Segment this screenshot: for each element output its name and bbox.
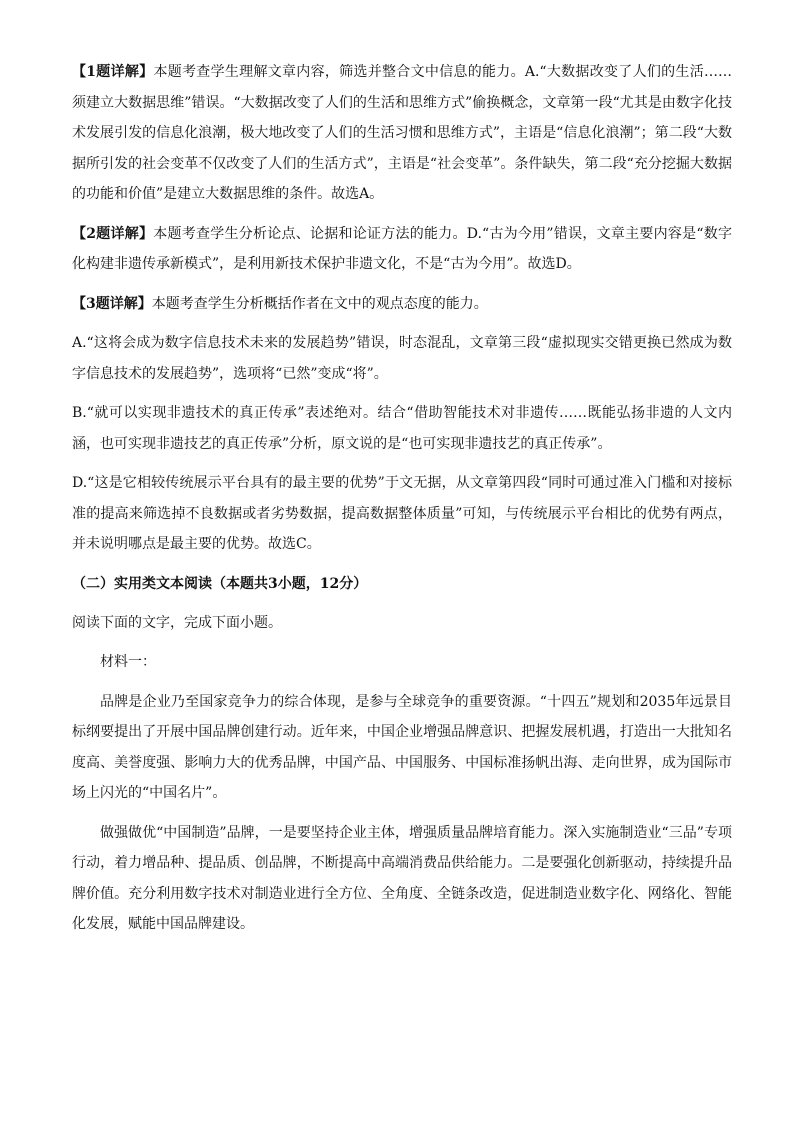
q2-text: 本题考查学生分析论点、论据和论证方法的能力。D.“古为今用”错误，文章主要内容是“数字化构建非遗传承新模式”，是利用新技术保护非遗文化，不是“古为今用”。故选D。 — [72, 225, 732, 272]
q3-tag: 【3题详解】 — [72, 295, 152, 312]
option-a-analysis: A.“这将会成为数字信息技术未来的发展趋势”错误，时态混乱，文章第三段“虚拟现实交错更换已然成为数字信息技术的发展趋势”，选项将“已然”变成“将”。 — [72, 335, 732, 382]
q1-tag: 【1题详解】 — [72, 64, 154, 80]
option-d-analysis: D.“这是它相较传统展示平台具有的最主要的优势”于文无据，从文章第四段“同时可通过准入门槛和对接标准的提高来筛选掉不良数据或者劣势数据，提高数据整体质量”可知，与传统展示平台相比的优势有两点，并未说明哪点是最主要的优势。故选C。 — [72, 475, 732, 552]
q2-explanation — [72, 219, 732, 280]
material-label: 材料一： — [100, 654, 156, 670]
q1-text: 本题考查学生理解文章内容，筛选并整合文中信息的能力。A.“大数据改变了人们的生活……须建立大数据思维”错误。“大数据改变了人们的生活和思维方式”偷换概念，文章第一段“尤其是由数字化技术发展引发的信息化浪潮，极大地改变了人们的生活习惯和思维方式”，主语是“信息化浪潮”；第二段“大数据所引发的社会变革不仅改变了人们的生活方式”，主语是“社会变革”。条件缺失，第二段“充分挖掘大数据的功能和价值”是建立大数据思维的条件。故选A。 — [72, 64, 732, 202]
material-paragraph-1: 品牌是企业乃至国家竞争力的综合体现，是参与全球竞争的重要资源。“十四五”规划和2035年远景目标纲要提出了开展中国品牌创建行动。近年来，中国企业增强品牌意识、把握发展机遇，打造出一大批知名度高、美誉度强、影响力大的优秀品牌，中国产品、中国服务、中国标准扬帆出海、走向世界，成为国际市场上闪光的“中国名片”。 — [72, 693, 732, 801]
instruction: 阅读下面的文字，完成下面小题。 — [72, 614, 282, 631]
option-b-analysis: B.“就可以实现非遗技术的真正传承”表述绝对。结合“借助智能技术对非遗传……既能弘扬非遗的人文内涵，也可实现非遗技艺的真正传承”分析，原文说的是“也可实现非遗技艺的真正传承”。 — [72, 405, 732, 452]
material-paragraph-2: 做强做优“中国制造”品牌，一是要坚持企业主体，增强质量品牌培育能力。深入实施制造业“三品”专项行动，着力增品种、提品质、创品牌，不断提高中高端消费品供给能力。二是要强化创新驱动，持续提升品牌价值。充分利用数字技术对制造业进行全方位、全角度、全链条改造，促进制造业数字化、网络化、智能化发展，赋能中国品牌建设。 — [72, 824, 732, 932]
q1-explanation — [72, 57, 732, 210]
q2-tag: 【2题详解】 — [72, 225, 154, 242]
section-heading: （二）实用类文本阅读（本题共3小题，12分） — [72, 575, 368, 592]
q3-explanation — [72, 289, 732, 320]
q3-text: 本题考查学生分析概括作者在文中的观点态度的能力。 — [151, 295, 488, 312]
document-page — [72, 57, 732, 949]
